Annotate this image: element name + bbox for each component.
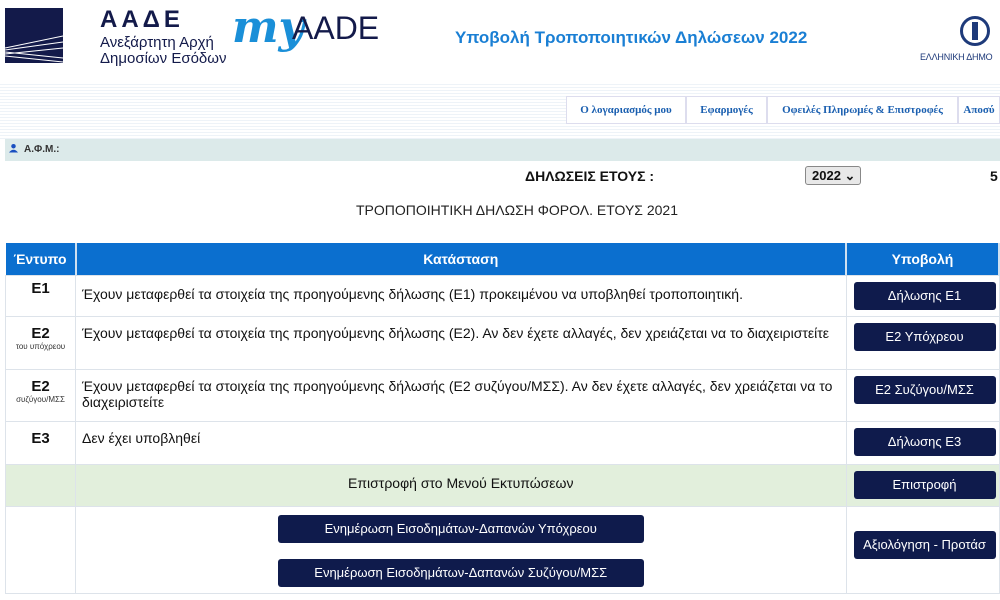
nav-applications[interactable]: Εφαρμογές — [686, 96, 767, 124]
update-spouse-button[interactable]: Ενημέρωση Εισοδημάτων-Δαπανών Συζύγου/ΜΣΣ — [278, 559, 644, 587]
nav-debts-payments[interactable]: Οφειλές Πληρωμές & Επιστροφές — [767, 96, 958, 124]
header-status: Κατάσταση — [76, 243, 847, 275]
status-text: Έχουν μεταφερθεί τα στοιχεία της προηγούμενης δήλωσης (Ε2). Αν δεν έχετε αλλαγές, δεν χρειάζεται να το διαχειριστείτε — [76, 316, 847, 369]
declaration-subtitle: ΤΡΟΠΟΠΟΙΗΤΙΚΗ ΔΗΛΩΣΗ ΦΟΡΟΛ. ΕΤΟΥΣ 2021 — [356, 202, 678, 218]
aade-logo-subtitle: Δημοσίων Εσόδων — [100, 50, 227, 67]
form-code-text: E1 — [31, 279, 50, 297]
return-label: Επιστροφή στο Μενού Εκτυπώσεων — [76, 464, 847, 506]
status-text: Έχουν μεταφερθεί τα στοιχεία της προηγούμενης δήλωσης (Ε1) προκειμένου να υποβληθεί τροποποιητική. — [76, 275, 847, 316]
year-select[interactable]: 2022 ⌄ — [805, 166, 861, 185]
greek-emblem-icon — [960, 16, 990, 46]
user-icon — [9, 143, 18, 153]
form-code-text: E2 — [31, 324, 50, 342]
submit-e2-spouse-button[interactable]: Ε2 Συζύγου/ΜΣΣ — [854, 376, 996, 404]
evaluation-button[interactable]: Αξιολόγηση - Προτάσ — [854, 531, 996, 559]
table-header — [6, 243, 1000, 275]
aade-logo-mark — [5, 8, 63, 63]
form-code — [6, 275, 76, 316]
header-submit: Υποβολή — [846, 243, 999, 275]
form-code-sub: του υπόχρεου — [15, 341, 66, 351]
return-row — [6, 464, 1000, 506]
status-text: Έχουν μεταφερθεί τα στοιχεία της προηγούμενης δήλωσής (Ε2 συζύγου/ΜΣΣ). Αν δεν έχετε αλλαγές, δεν χρειάζεται να το διαχειριστείτε — [76, 369, 847, 421]
actions-row — [6, 506, 1000, 593]
table-row — [6, 369, 1000, 421]
main-nav — [566, 96, 1000, 124]
status-text: Δεν έχει υποβληθεί — [76, 421, 847, 464]
aade-logo-title: ΑΑΔΕ — [100, 6, 184, 33]
table-row — [6, 275, 1000, 316]
hellenic-republic-label: ΕΛΛΗΝΙΚΗ ΔΗΜΟ — [920, 52, 993, 62]
return-button[interactable]: Επιστροφή — [854, 471, 996, 499]
submit-e3-button[interactable]: Δήλωσης Ε3 — [854, 428, 996, 456]
afm-bar — [5, 139, 1000, 161]
aade-logo-subtitle: Ανεξάρτητη Αρχή — [100, 34, 214, 51]
extra-value: 5 — [990, 168, 998, 184]
table-row — [6, 316, 1000, 369]
declarations-year-label: ΔΗΛΩΣΕΙΣ ΕΤΟΥΣ : — [525, 168, 655, 184]
submit-e2-taxpayer-button[interactable]: Ε2 Υπόχρεου — [854, 323, 996, 351]
form-code-text: E2 — [31, 377, 50, 395]
nav-more[interactable]: Αποσύ — [958, 96, 1000, 124]
form-code-sub: συζύγου/ΜΣΣ — [16, 394, 65, 404]
myaade-logo-my: my — [232, 2, 305, 53]
header-form: Έντυπο — [6, 243, 76, 275]
afm-label: Α.Φ.Μ.: — [24, 144, 60, 155]
declarations-table — [5, 243, 1000, 594]
page-title: Υποβολή Τροποποιητικών Δηλώσεων 2022 — [455, 28, 808, 47]
submit-e1-button[interactable]: Δήλωσης Ε1 — [854, 282, 996, 310]
update-taxpayer-button[interactable]: Ενημέρωση Εισοδημάτων-Δαπανών Υπόχρεου — [278, 515, 644, 543]
nav-my-account[interactable]: Ο λογαριασμός μου — [566, 96, 686, 124]
myaade-logo-aade: AADE — [292, 10, 380, 46]
table-row — [6, 421, 1000, 464]
form-code-text: E3 — [31, 429, 50, 447]
